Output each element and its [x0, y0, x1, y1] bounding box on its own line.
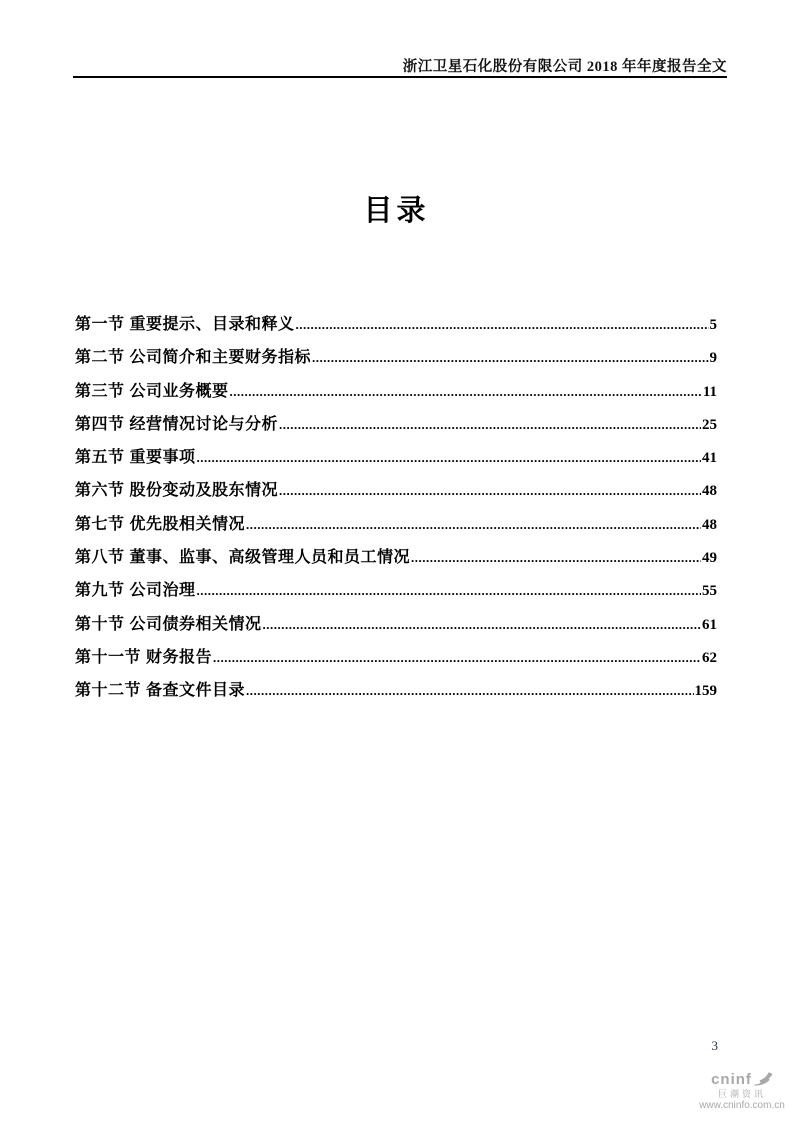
toc-entry-label: 第七节 优先股相关情况	[75, 515, 245, 533]
toc-dot-leader	[312, 350, 709, 366]
toc-dot-leader	[411, 550, 701, 566]
toc-dot-leader	[229, 384, 701, 400]
toc-entry-page: 5	[709, 317, 717, 333]
toc-entry-page: 159	[694, 683, 717, 700]
toc-dot-leader	[295, 317, 708, 333]
toc-dot-leader	[279, 417, 701, 433]
toc-entry	[75, 644, 717, 677]
toc-entry	[75, 311, 717, 344]
toc-dot-leader	[246, 517, 701, 533]
toc-entry	[75, 344, 717, 377]
cninfo-url: www.cninfo.com.cn	[699, 1100, 785, 1112]
toc-entry-label: 第九节 公司治理	[75, 582, 196, 600]
toc-entry	[75, 677, 717, 710]
toc-entry	[75, 477, 717, 510]
toc-entry	[75, 411, 717, 444]
toc-entry-label: 第十二节 备查文件目录	[75, 682, 245, 700]
toc-entry	[75, 444, 717, 477]
toc-entry-label: 第十节 公司债券相关情况	[75, 615, 262, 633]
cninfo-brand-text: cninf	[711, 1071, 752, 1088]
cninfo-brand-row	[694, 1072, 790, 1089]
toc-entry-page: 41	[702, 450, 717, 467]
toc-entry-page: 62	[702, 649, 717, 666]
toc-entry	[75, 378, 717, 411]
toc-dot-leader	[213, 650, 701, 666]
toc-entry	[75, 611, 717, 644]
toc-entry-page: 9	[709, 350, 717, 367]
cninfo-watermark	[694, 1072, 790, 1111]
cninfo-swoosh-icon	[754, 1072, 773, 1088]
toc-dot-leader	[196, 583, 701, 599]
page-number: 3	[711, 1038, 718, 1053]
toc-dot-leader	[262, 617, 701, 633]
toc-dot-leader	[279, 483, 701, 499]
toc-entry-page: 11	[702, 383, 717, 400]
toc-entry-label: 第二节 公司简介和主要财务指标	[75, 349, 311, 367]
toc-entry	[75, 577, 717, 610]
toc-entry	[75, 511, 717, 544]
toc-entry-page: 55	[702, 583, 717, 600]
toc-dot-leader	[196, 450, 701, 466]
toc-entry-label: 第八节 董事、监事、高级管理人员和员工情况	[75, 549, 410, 567]
toc-dot-leader	[246, 683, 694, 699]
header-title: 浙江卫星石化股份有限公司 2018 年年度报告全文	[402, 59, 727, 75]
cninfo-brand-chinese: 巨潮资讯	[717, 1088, 766, 1099]
toc-list	[75, 311, 717, 711]
header-divider	[73, 76, 727, 78]
toc-entry-page: 61	[702, 616, 717, 633]
toc-entry-label: 第一节 重要提示、目录和释义	[75, 316, 295, 333]
toc-entry-page: 48	[702, 516, 717, 533]
toc-entry-page: 49	[702, 550, 717, 567]
toc-entry-label: 第十一节 财务报告	[75, 648, 212, 666]
page-title: 目录	[363, 195, 430, 227]
toc-entry-label: 第四节 经营情况讨论与分析	[75, 415, 278, 433]
toc-entry-page: 48	[702, 483, 717, 500]
toc-entry	[75, 544, 717, 577]
toc-entry-label: 第六节 股份变动及股东情况	[75, 482, 278, 500]
toc-entry-label: 第三节 公司业务概要	[75, 382, 229, 400]
toc-entry-page: 25	[702, 416, 717, 433]
toc-entry-label: 第五节 重要事项	[75, 449, 196, 467]
